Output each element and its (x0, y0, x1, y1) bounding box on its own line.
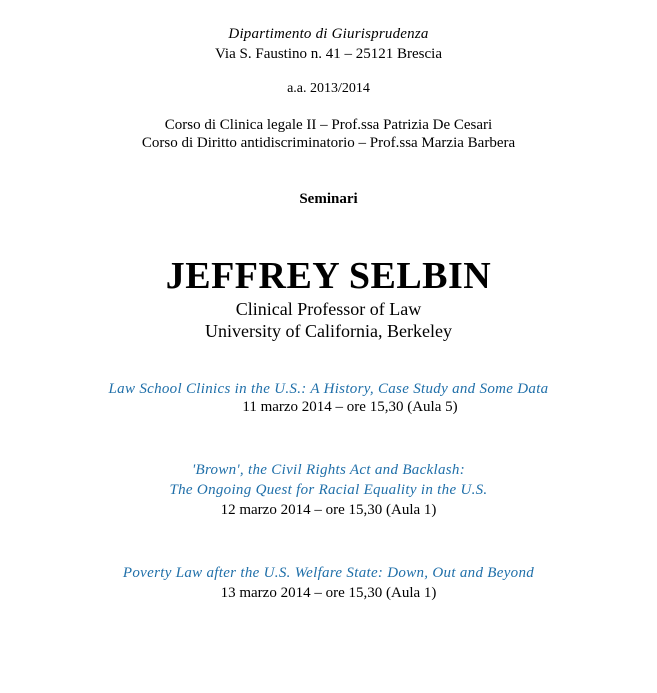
academic-year: a.a. 2013/2014 (287, 81, 370, 96)
seminar-3-title: Poverty Law after the U.S. Welfare State: Down, Out and Beyond (122, 565, 535, 581)
course-diritto-antidiscriminatorio: Corso di Diritto antidiscriminatorio – Prof.ssa Marzia Barbera (141, 135, 516, 151)
department-address: Via S. Faustino n. 41 – 25121 Brescia (215, 46, 442, 62)
seminar-1-title: Law School Clinics in the U.S.: A History, Case Study and Some Data (108, 381, 549, 397)
seminar-3-date: 13 marzo 2014 – ore 15,30 (Aula 1) (220, 585, 437, 601)
seminar-1-date: 11 marzo 2014 – ore 15,30 (Aula 5) (242, 399, 458, 415)
section-title: Seminari (299, 191, 358, 207)
course-clinica-legale: Corso di Clinica legale II – Prof.ssa Patrizia De Cesari (164, 117, 493, 133)
seminar-2-title-line-2: The Ongoing Quest for Racial Equality in the U.S. (169, 482, 488, 498)
speaker-title: Clinical Professor of Law (235, 299, 422, 319)
speaker-name: JEFFREY SELBIN (165, 255, 492, 297)
department-name: Dipartimento di Giurisprudenza (228, 26, 429, 42)
seminar-2-date: 12 marzo 2014 – ore 15,30 (Aula 1) (220, 502, 437, 518)
speaker-affiliation: University of California, Berkeley (205, 321, 452, 341)
seminar-2-title-line-1: 'Brown', the Civil Rights Act and Backlash: (191, 462, 466, 478)
